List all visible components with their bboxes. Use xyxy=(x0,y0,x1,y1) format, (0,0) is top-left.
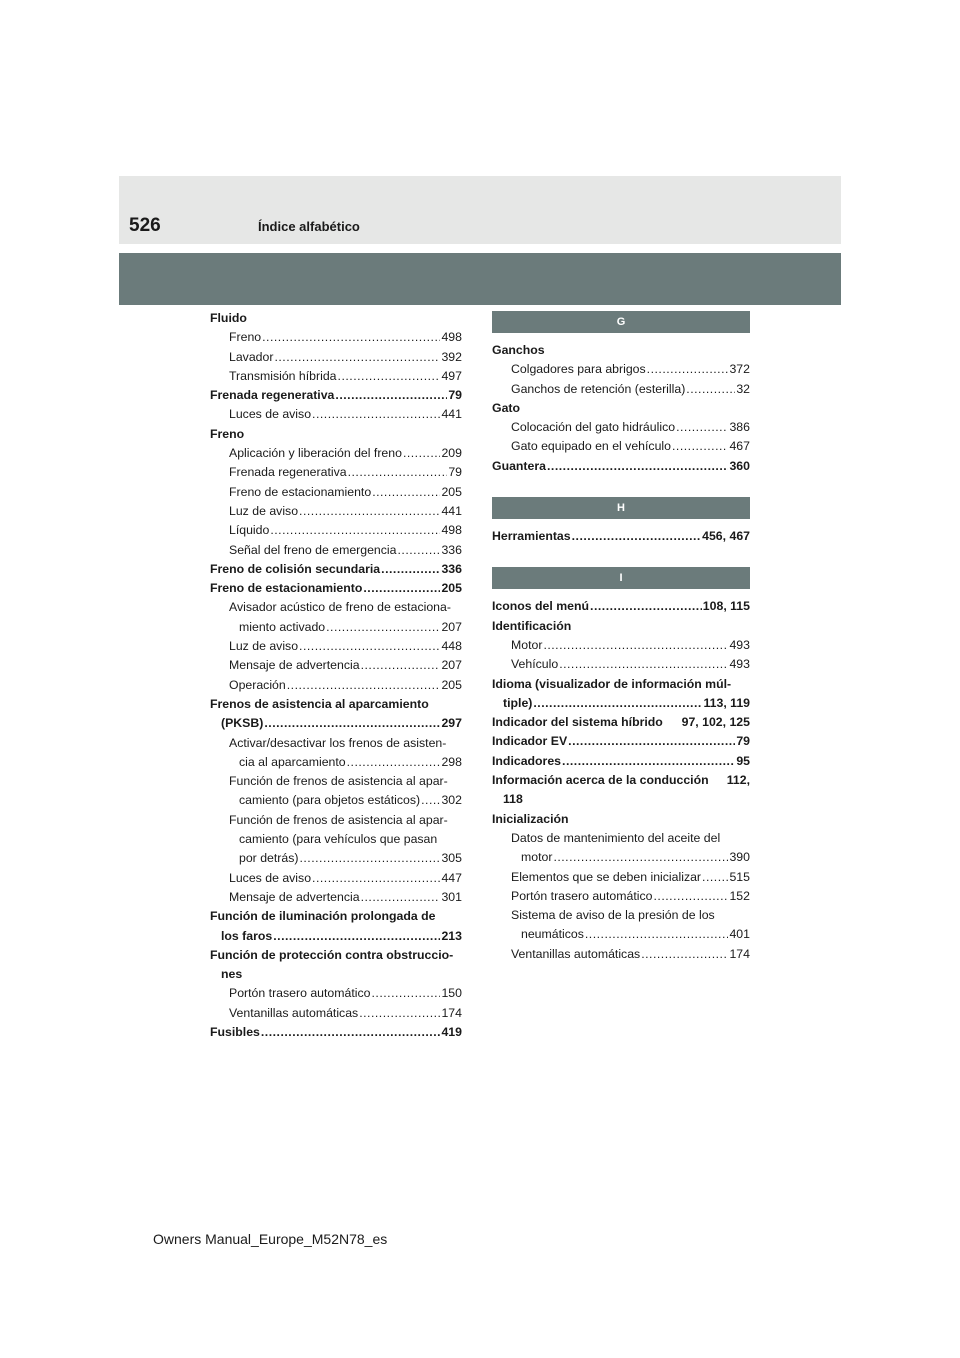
index-entry xyxy=(492,906,750,925)
entry-text: Guantera xyxy=(492,458,546,473)
header-band xyxy=(119,176,841,244)
dot-leader xyxy=(543,636,728,655)
index-entry xyxy=(492,418,750,437)
entry-text: motor xyxy=(521,850,553,865)
entry-text: Luz de aviso xyxy=(229,503,299,518)
entry-page: 401 xyxy=(729,927,750,942)
index-entry xyxy=(492,457,750,476)
entry-page: 441 xyxy=(441,407,462,422)
index-entry xyxy=(492,868,750,887)
entry-page: 441 xyxy=(441,503,462,518)
index-column-left xyxy=(210,309,462,1042)
entry-text: Función de protección contra obstruccio- xyxy=(210,947,454,962)
section-band xyxy=(119,253,841,305)
index-entry xyxy=(210,1023,462,1042)
entry-page: 498 xyxy=(441,523,462,538)
dot-leader xyxy=(381,560,440,579)
index-entry xyxy=(210,946,462,965)
dot-leader xyxy=(261,1023,441,1042)
entry-page: 79 xyxy=(448,465,462,480)
index-entry xyxy=(210,521,462,540)
entry-text: Ganchos de retención (esterilla) xyxy=(511,381,686,396)
entry-text: Colgadores para abrigos xyxy=(511,362,646,377)
index-entry xyxy=(492,527,750,546)
entry-page: 79 xyxy=(448,388,462,403)
entry-text: Ventanillas automáticas xyxy=(229,1005,359,1020)
index-column-right xyxy=(492,309,750,964)
entry-page: 97, 102, 125 xyxy=(681,715,750,730)
entry-text: camiento (para objetos estáticos) xyxy=(239,793,421,808)
index-entry xyxy=(210,1004,462,1023)
entry-page: 297 xyxy=(441,716,462,731)
entry-page: 372 xyxy=(729,362,750,377)
index-entry xyxy=(210,560,462,579)
index-entry xyxy=(210,965,462,984)
entry-page: 152 xyxy=(729,888,750,903)
entry-text: Idioma (visualizador de información múl- xyxy=(492,676,732,691)
dot-leader xyxy=(372,483,440,502)
dot-leader xyxy=(641,945,728,964)
entry-text: Luces de aviso xyxy=(229,870,312,885)
entry-page: 32 xyxy=(736,381,750,396)
index-entry xyxy=(492,732,750,751)
index-entry xyxy=(210,405,462,424)
entry-page: 79 xyxy=(736,734,750,749)
dot-leader xyxy=(562,752,735,771)
section-gap xyxy=(492,476,750,495)
index-entry xyxy=(492,925,750,944)
entry-text: Lavador xyxy=(229,349,274,364)
entry-page: 298 xyxy=(441,754,462,769)
entry-page: 498 xyxy=(441,330,462,345)
entry-text: (PKSB) xyxy=(221,716,264,731)
entry-page: 467 xyxy=(729,439,750,454)
letter-heading: G xyxy=(492,311,750,333)
index-entry xyxy=(492,655,750,674)
index-entry xyxy=(210,463,462,482)
entry-text: Freno de estacionamiento xyxy=(229,484,372,499)
entry-page: 360 xyxy=(729,458,750,473)
entry-text: Mensaje de advertencia xyxy=(229,889,360,904)
entry-text: los faros xyxy=(221,928,273,943)
index-entry xyxy=(210,695,462,714)
dot-leader xyxy=(533,694,702,713)
entry-text: Señal del freno de emergencia xyxy=(229,542,397,557)
index-entry xyxy=(210,753,462,772)
index-entry xyxy=(492,694,750,713)
entry-page: 419 xyxy=(441,1024,462,1039)
dot-leader xyxy=(553,848,728,867)
entry-text: Función de frenos de asistencia al apar- xyxy=(229,812,448,827)
dot-leader xyxy=(372,984,441,1003)
entry-text: nes xyxy=(221,967,243,982)
entry-text: Indicador del sistema híbrido xyxy=(492,715,663,730)
index-entry xyxy=(492,848,750,867)
entry-text: Gato equipado en el vehículo xyxy=(511,439,671,454)
entry-page: 456, 467 xyxy=(702,529,750,544)
entry-text: Líquido xyxy=(229,523,270,538)
index-entry xyxy=(210,309,462,328)
index-entry xyxy=(492,945,750,964)
entry-text: Datos de mantenimiento del aceite del xyxy=(511,830,721,845)
index-entry xyxy=(210,927,462,946)
entry-text: tiple) xyxy=(503,695,533,710)
dot-leader xyxy=(338,367,441,386)
entry-text: Luces de aviso xyxy=(229,407,312,422)
page-number: 526 xyxy=(129,215,161,236)
index-entry xyxy=(210,618,462,637)
index-entry xyxy=(210,676,462,695)
index-entry xyxy=(492,597,750,616)
entry-text: Identificación xyxy=(492,618,572,633)
footer-text: Owners Manual_Europe_M52N78_es xyxy=(153,1231,388,1247)
entry-page: 108, 115 xyxy=(702,599,750,614)
index-entry xyxy=(210,907,462,926)
entry-page: 174 xyxy=(729,946,750,961)
entry-text: Elementos que se deben inicializar xyxy=(511,869,702,884)
entry-text: cia al aparcamiento xyxy=(239,754,346,769)
entry-text: Indicadores xyxy=(492,753,562,768)
entry-text: 118 xyxy=(503,792,523,807)
index-entry xyxy=(492,399,750,418)
dot-leader xyxy=(363,579,440,598)
index-entry xyxy=(210,637,462,656)
dot-leader xyxy=(347,753,441,772)
index-entry xyxy=(210,888,462,907)
entry-text: Función de frenos de asistencia al apar- xyxy=(229,774,448,789)
section-gap xyxy=(492,546,750,565)
dot-leader xyxy=(274,348,440,367)
index-entry xyxy=(210,714,462,733)
entry-page: 205 xyxy=(441,484,462,499)
index-entry xyxy=(492,675,750,694)
entry-page: 493 xyxy=(729,657,750,672)
entry-text: Frenada regenerativa xyxy=(229,465,347,480)
index-entry xyxy=(210,483,462,502)
dot-leader xyxy=(299,849,440,868)
dot-leader xyxy=(287,676,441,695)
dot-leader xyxy=(398,541,441,560)
index-entry xyxy=(492,887,750,906)
index-entry xyxy=(492,810,750,829)
entry-text: Herramientas xyxy=(492,529,571,544)
entry-text: Operación xyxy=(229,677,286,692)
index-entry xyxy=(492,771,750,790)
index-entry xyxy=(492,437,750,456)
entry-page: 497 xyxy=(441,368,462,383)
section-title: Índice alfabético xyxy=(258,219,360,234)
entry-page: 150 xyxy=(441,986,462,1001)
entry-text: Indicador EV xyxy=(492,734,568,749)
index-entry xyxy=(210,541,462,560)
dot-leader xyxy=(348,463,448,482)
entry-page: 205 xyxy=(441,581,462,596)
entry-text: Portón trasero automático xyxy=(229,986,371,1001)
index-entry xyxy=(492,829,750,848)
entry-page: 515 xyxy=(729,869,750,884)
entry-text: Mensaje de advertencia xyxy=(229,658,360,673)
entry-page: 213 xyxy=(441,928,462,943)
entry-page: 336 xyxy=(441,561,462,576)
entry-text: camiento (para vehículos que pasan xyxy=(239,832,438,847)
entry-page: 207 xyxy=(441,658,462,673)
entry-text: Freno de colisión secundaria xyxy=(210,561,381,576)
entry-page: 301 xyxy=(441,889,462,904)
entry-page: 493 xyxy=(729,637,750,652)
index-entry xyxy=(210,791,462,810)
entry-page: 302 xyxy=(441,793,462,808)
index-entry xyxy=(210,386,462,405)
dot-leader xyxy=(361,656,441,675)
entry-text: Aplicación y liberación del freno xyxy=(229,446,402,461)
dot-leader xyxy=(676,418,728,437)
dot-leader xyxy=(262,328,440,347)
index-entry xyxy=(492,341,750,360)
index-entry xyxy=(210,425,462,444)
entry-text: Vehículo xyxy=(511,657,559,672)
dot-leader xyxy=(335,386,447,405)
index-entry xyxy=(210,656,462,675)
dot-leader xyxy=(559,655,728,674)
entry-text: Iconos del menú xyxy=(492,599,590,614)
dot-leader xyxy=(312,405,440,424)
index-entry xyxy=(492,790,750,809)
entry-page: 209 xyxy=(441,446,462,461)
entry-text: Función de iluminación prolongada de xyxy=(210,909,436,924)
entry-page: 448 xyxy=(441,639,462,654)
letter-heading: H xyxy=(492,497,750,519)
dot-leader xyxy=(702,868,728,887)
index-entry xyxy=(492,360,750,379)
index-entry xyxy=(492,752,750,771)
dot-leader xyxy=(585,925,729,944)
entry-text: Ventanillas automáticas xyxy=(511,946,641,961)
entry-text: Avisador acústico de freno de estaciona- xyxy=(229,600,451,615)
index-entry xyxy=(210,849,462,868)
dot-leader xyxy=(312,869,440,888)
entry-text: miento activado xyxy=(239,619,326,634)
index-entry xyxy=(210,502,462,521)
entry-page: 305 xyxy=(441,851,462,866)
entry-text: Portón trasero automático xyxy=(511,888,653,903)
entry-text: Gato xyxy=(492,400,521,415)
entry-text: Motor xyxy=(511,637,543,652)
entry-page: 447 xyxy=(441,870,462,885)
entry-text: Fluido xyxy=(210,311,247,325)
dot-leader xyxy=(326,618,440,637)
index-entry xyxy=(210,984,462,1003)
dot-leader xyxy=(654,887,729,906)
entry-text: Frenada regenerativa xyxy=(210,388,335,403)
index-entry xyxy=(210,444,462,463)
entry-text: Colocación del gato hidráulico xyxy=(511,420,676,435)
dot-leader xyxy=(299,637,440,656)
dot-leader xyxy=(686,380,735,399)
dot-leader xyxy=(647,360,729,379)
index-entry xyxy=(210,598,462,617)
dot-leader xyxy=(361,888,441,907)
entry-text: Transmisión híbrida xyxy=(229,368,337,383)
index-entry xyxy=(210,811,462,830)
entry-text: Sistema de aviso de la presión de los xyxy=(511,908,715,923)
index-entry xyxy=(492,617,750,636)
entry-text: Freno de estacionamiento xyxy=(210,581,363,596)
dot-leader xyxy=(403,444,441,463)
dot-leader xyxy=(273,927,440,946)
entry-text: Inicialización xyxy=(492,811,569,826)
entry-text: Activar/desactivar los frenos de asisten- xyxy=(229,735,447,750)
entry-text: Freno xyxy=(229,330,262,345)
entry-text: por detrás) xyxy=(239,851,299,866)
entry-text: neumáticos xyxy=(521,927,584,942)
dot-leader xyxy=(572,527,702,546)
entry-text: Freno xyxy=(210,426,245,441)
index-entry xyxy=(210,830,462,849)
entry-page: 386 xyxy=(729,420,750,435)
entry-page: 205 xyxy=(441,677,462,692)
entry-page: 336 xyxy=(441,542,462,557)
dot-leader xyxy=(264,714,440,733)
entry-page: 113, 119 xyxy=(703,695,750,710)
dot-leader xyxy=(547,457,728,476)
entry-page: 112, xyxy=(726,773,750,788)
entry-text: Ganchos xyxy=(492,343,545,357)
index-entry xyxy=(210,869,462,888)
index-entry xyxy=(492,636,750,655)
index-entry xyxy=(210,348,462,367)
index-entry xyxy=(210,367,462,386)
index-entry xyxy=(492,380,750,399)
index-entry xyxy=(210,734,462,753)
entry-page: 174 xyxy=(441,1005,462,1020)
entry-page: 207 xyxy=(441,619,462,634)
entry-text: Frenos de asistencia al aparcamiento xyxy=(210,696,429,711)
entry-text: Información acerca de la conducción xyxy=(492,773,709,788)
entry-text: Luz de aviso xyxy=(229,639,299,654)
dot-leader xyxy=(299,502,440,521)
entry-page: 390 xyxy=(729,850,750,865)
dot-leader xyxy=(270,521,440,540)
index-entry xyxy=(210,772,462,791)
index-entry xyxy=(492,713,750,732)
entry-page: 95 xyxy=(736,753,750,768)
dot-leader xyxy=(359,1004,440,1023)
dot-leader xyxy=(421,791,440,810)
index-entry xyxy=(210,579,462,598)
dot-leader xyxy=(568,732,735,751)
entry-text: Fusibles xyxy=(210,1024,260,1039)
index-entry xyxy=(210,328,462,347)
dot-leader xyxy=(672,437,728,456)
dot-leader xyxy=(590,597,702,616)
entry-page: 392 xyxy=(441,349,462,364)
letter-heading: I xyxy=(492,567,750,589)
